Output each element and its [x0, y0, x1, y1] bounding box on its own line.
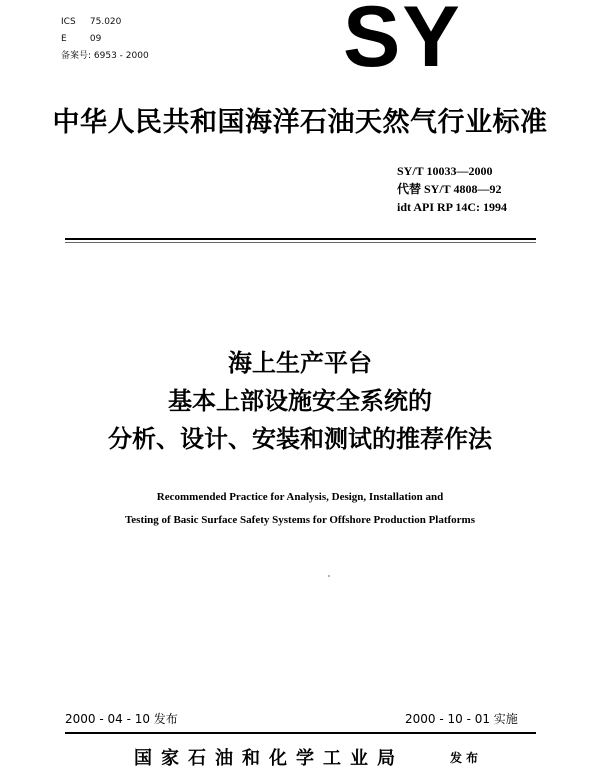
filing-line: [61, 48, 149, 65]
standard-number-block: [397, 162, 507, 216]
scan-speck: [328, 575, 330, 577]
release-date: 2000 - 04 - 10 发布: [65, 712, 178, 726]
header-divider: [65, 238, 536, 240]
issuing-authority-suffix: 发布: [450, 751, 483, 765]
category-label: E: [61, 34, 67, 44]
ics-value: 75.020: [89, 17, 122, 27]
chinese-title-line-3: 分析、设计、安装和测试的推荐作法: [108, 425, 492, 453]
category-line: [61, 31, 149, 48]
footer-divider: [65, 732, 536, 734]
filing-label: 备案号:: [61, 51, 92, 61]
issuing-body-banner: 中华人民共和国海洋石油天然气行业标准: [52, 107, 548, 138]
chinese-title-line-1: 海上生产平台: [228, 349, 372, 377]
filing-value: 6953 - 2000: [93, 51, 149, 61]
identical-standard: idt API RP 14C: 1994: [397, 200, 508, 214]
classification-block: [61, 14, 149, 65]
sy-standard-mark: SY: [343, 0, 462, 85]
english-title-line-2: Testing of Basic Surface Safety Systems for Offshore Production Platforms: [124, 514, 476, 526]
header-divider-thin: [65, 242, 536, 243]
issuing-authority: 国家石油和化学工业局: [134, 748, 404, 769]
chinese-title-line-2: 基本上部设施安全系统的: [168, 387, 432, 415]
ics-line: [61, 14, 149, 31]
category-value: 09: [89, 34, 102, 44]
chinese-title: [0, 344, 600, 458]
english-title: [0, 486, 600, 532]
english-title-line-1: Recommended Practice for Analysis, Design, Installation and: [156, 491, 444, 503]
replaces-standard: 代替 SY/T 4808—92: [397, 182, 502, 196]
standard-number: SY/T 10033—2000: [397, 164, 493, 178]
implementation-date: 2000 - 10 - 01 实施: [405, 712, 518, 726]
ics-label: ICS: [61, 17, 76, 27]
